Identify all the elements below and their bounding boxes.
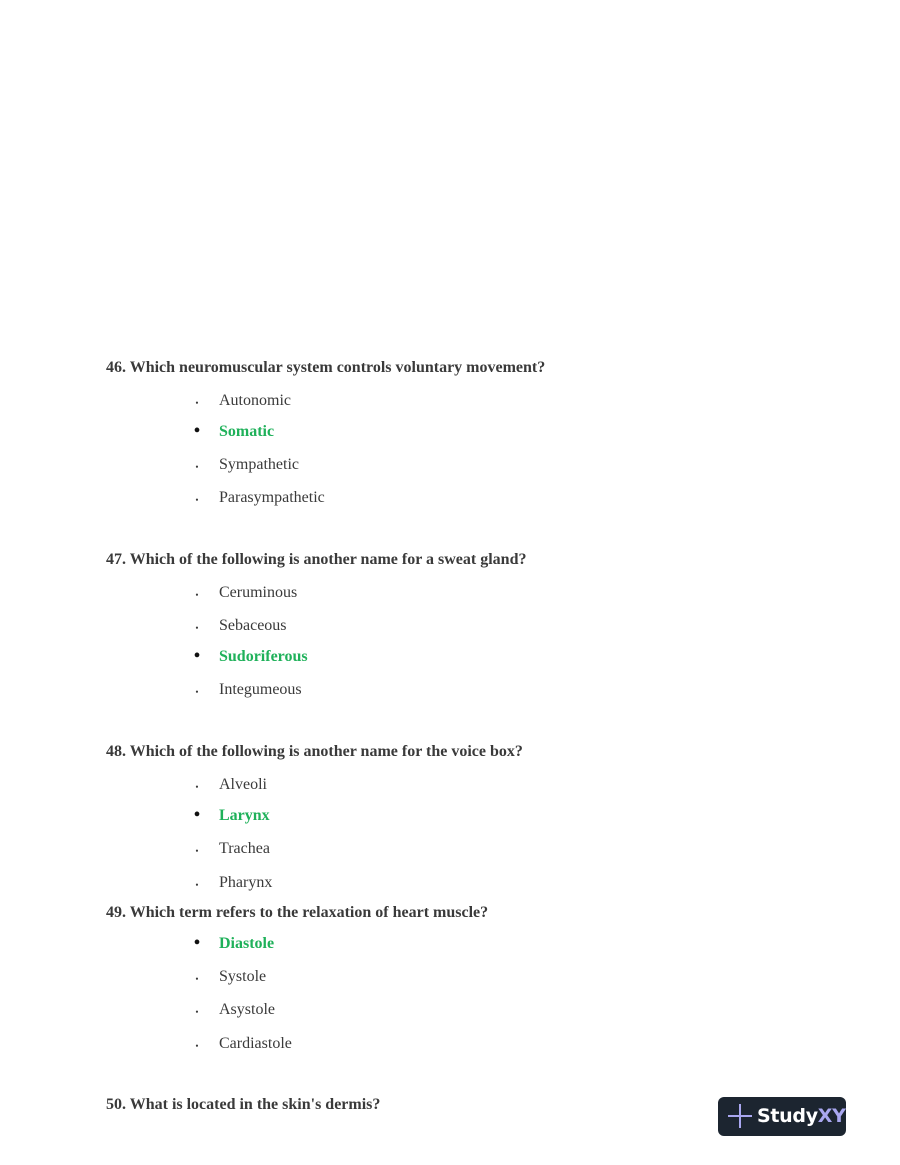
option-autonomic: Autonomic [219, 392, 291, 409]
option-diastole-correct: Diastole [219, 935, 275, 952]
bullet-icon: • [195, 590, 199, 600]
bullet-icon: • [195, 687, 199, 697]
bullet-icon: • [195, 398, 199, 408]
brand-wordmark [757, 1105, 846, 1127]
bullet-icon: • [195, 782, 199, 792]
option-ceruminous: Ceruminous [219, 584, 298, 601]
bullet-icon: • [195, 495, 199, 505]
option-systole: Systole [219, 968, 267, 985]
option-integumeous: Integumeous [219, 681, 302, 698]
brand-word-accent: XY [817, 1105, 846, 1127]
option-larynx-correct: Larynx [219, 807, 270, 824]
plus-icon [728, 1104, 752, 1128]
bullet-icon: • [195, 1041, 199, 1051]
option-sudoriferous-correct: Sudoriferous [219, 648, 308, 665]
bullet-icon: • [195, 974, 199, 984]
option-asystole: Asystole [219, 1001, 275, 1018]
option-somatic-correct: Somatic [219, 423, 275, 440]
option-alveoli: Alveoli [219, 776, 267, 793]
bullet-icon: • [195, 462, 199, 472]
option-pharynx: Pharynx [219, 874, 273, 891]
bullet-icon: • [195, 623, 199, 633]
studyxy-logo[interactable] [718, 1097, 846, 1136]
bullet-icon: • [195, 846, 199, 856]
brand-word-main: Study [757, 1105, 818, 1127]
bullet-icon: • [193, 420, 201, 442]
bullet-icon: • [195, 880, 199, 890]
bullet-icon: • [195, 1007, 199, 1017]
question-49: 49. Which term refers to the relaxation of heart muscle? [106, 904, 489, 921]
option-trachea: Trachea [219, 840, 270, 857]
question-50: 50. What is located in the skin's dermis? [106, 1096, 381, 1113]
question-48: 48. Which of the following is another name for the voice box? [106, 743, 523, 760]
bullet-icon: • [193, 804, 201, 826]
option-cardiastole: Cardiastole [219, 1035, 292, 1052]
option-sebaceous: Sebaceous [219, 617, 287, 634]
option-sympathetic: Sympathetic [219, 456, 299, 473]
question-46: 46. Which neuromuscular system controls voluntary movement? [106, 359, 546, 376]
question-47: 47. Which of the following is another name for a sweat gland? [106, 551, 527, 568]
option-parasympathetic: Parasympathetic [219, 489, 325, 506]
bullet-icon: • [193, 932, 201, 954]
bullet-icon: • [193, 645, 201, 667]
